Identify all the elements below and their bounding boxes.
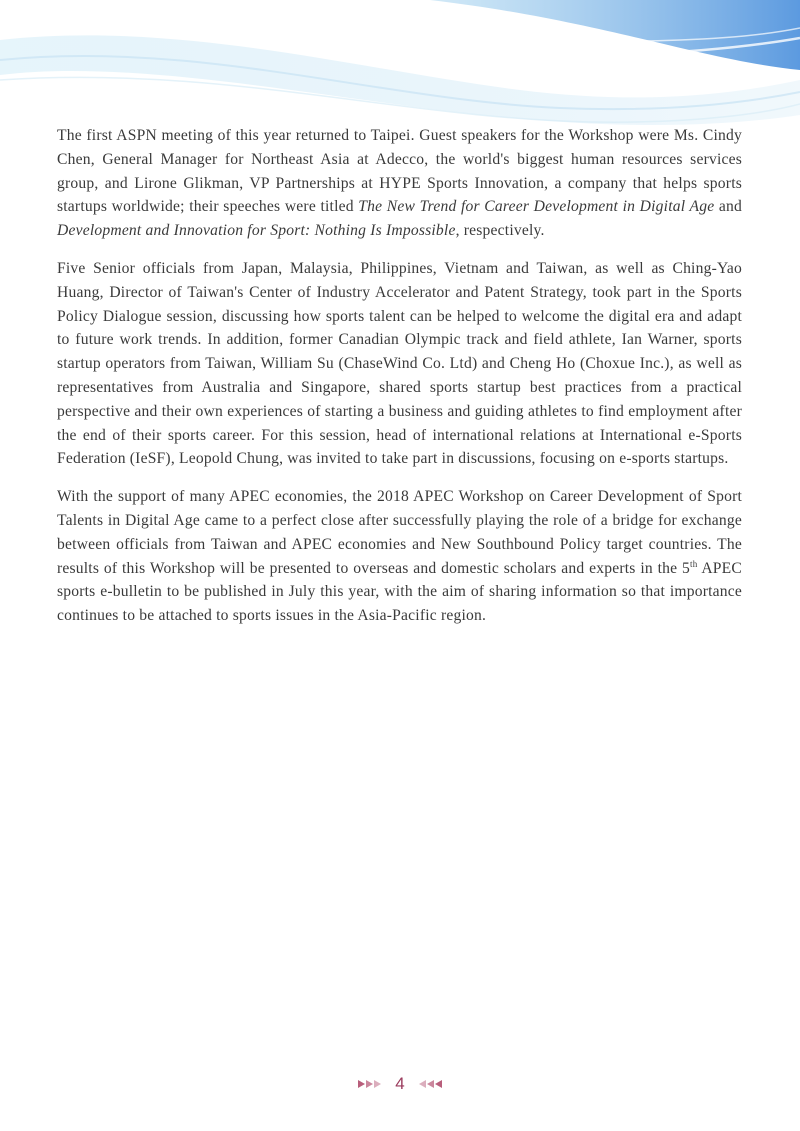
ordinal-superscript: th	[690, 558, 698, 569]
paragraph-3-text: With the support of many APEC economies, the 2018 APEC Workshop on Career Development of Sport Talents in Digital Age came to a perfect close after successfully playing the role of a bridge for exchange between officials from Taiwan and APEC economies and New Southbound Policy target countries. The results of this Workshop will be presented to overseas and domestic scholars and experts in the 5	[57, 488, 742, 577]
left-arrows-icon	[419, 1080, 442, 1088]
page-number: 4	[395, 1074, 405, 1093]
paragraph-2: Five Senior officials from Japan, Malaysia, Philippines, Vietnam and Taiwan, as well as Ching-Yao Huang, Director of Taiwan's Center of Industry Accelerator and Patent Strategy, took part in the Sports Policy Dialogue session, discussing how sports talent can be helped to welcome the digital era and adapt to future work trends. In addition, former Canadian Olympic track and field athlete, Ian Warner, sports startup operators from Taiwan, William Su (ChaseWind Co. Ltd) and Cheng Ho (Choxue Inc.), as well as representatives from Australia and Singapore, shared sports startup best practices from a practical perspective and their own experiences of starting a business and guiding athletes to find employment after the end of their sports career. For this session, head of international relations at International e-Sports Federation (IeSF), Leopold Chung, was invited to take part in discussions, focusing on e-sports startups.	[57, 259, 742, 468]
paragraph-1-conjunction: and	[714, 198, 743, 216]
right-arrows-icon	[358, 1080, 381, 1088]
paragraph-3	[57, 485, 742, 628]
article-body	[57, 124, 742, 642]
paragraph-1	[57, 124, 742, 243]
page-footer	[0, 1074, 800, 1094]
speech-title-1: The New Trend for Career Development in Digital Age	[358, 198, 715, 216]
paragraph-1-text: The first ASPN meeting of this year returned to Taipei. Guest speakers for the Workshop were Ms. Cindy Chen, General Manager for Northeast Asia at Adecco, the world's biggest human resources services group, and Lirone Glikman, VP Partnerships at HYPE Sports Innovation, a company that helps sports startups worldwide; their speeches were titled	[57, 127, 742, 216]
paragraph-3-ending: APEC sports e-bulletin to be published in July this year, with the aim of sharing information so that importance continues to be attached to sports issues in the Asia-Pacific region.	[57, 559, 742, 625]
speech-title-2: Development and Innovation for Sport: Nothing Is Impossible	[57, 222, 456, 240]
paragraph-1-ending: , respectively.	[455, 222, 545, 240]
